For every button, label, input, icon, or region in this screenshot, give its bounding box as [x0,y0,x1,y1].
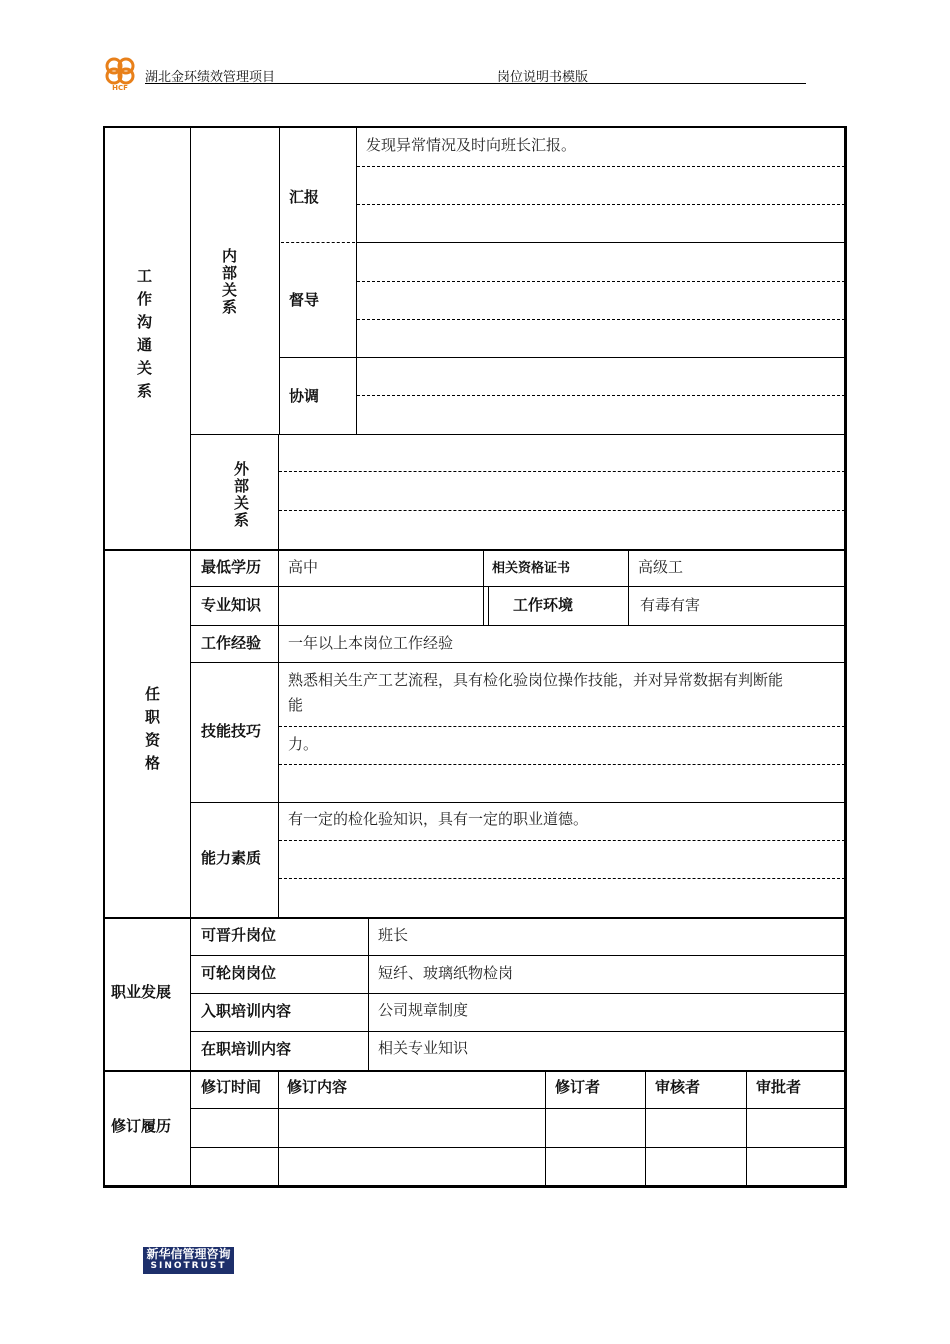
revision-col-divider [278,1070,279,1186]
promotion-label: 可晋升岗位 [201,926,277,944]
rotation-value: 短纤、玻璃纸物检岗 [378,964,514,982]
row-line [279,357,845,358]
company-logo-icon [100,55,140,91]
revision-col-divider [545,1070,546,1186]
skills-line-1-wrap: 能 [288,696,304,714]
dashed-line [279,726,845,727]
consultant-name-en: SINOTRUST [150,1261,227,1271]
dashed-line [281,242,355,243]
onboarding-value: 公司规章制度 [378,1001,469,1019]
experience-value: 一年以上本岗位工作经验 [288,634,454,652]
row-line [190,1108,845,1109]
row-line [190,955,845,956]
knowledge-label: 专业知识 [201,596,262,614]
row-line [190,1147,845,1148]
certificate-label: 相关资格证书 [492,561,571,576]
dashed-line [357,319,845,320]
dashed-line [279,764,845,765]
external-divider [278,434,279,549]
dashed-line [279,878,845,879]
revision-section-label: 修订履历 [111,1117,172,1135]
revision-col-approver: 审批者 [756,1078,802,1096]
revision-col-content: 修订内容 [287,1078,348,1096]
education-label: 最低学历 [201,558,262,576]
inservice-value: 相关专业知识 [378,1039,469,1057]
ability-label: 能力素质 [201,849,262,867]
inservice-label: 在职培训内容 [201,1040,292,1058]
rotation-label: 可轮岗岗位 [201,964,277,982]
onboarding-label: 入职培训内容 [201,1002,292,1020]
dashed-line [279,840,845,841]
section-divider [104,549,845,551]
dashed-line [357,281,845,282]
report-text: 发现异常情况及时向班长汇报。 [366,136,577,154]
experience-label: 工作经验 [201,634,262,652]
education-value: 高中 [288,558,319,576]
cell-divider [488,586,489,625]
dashed-line [279,471,845,472]
row-line [190,586,845,587]
external-relations-label: 外部关系 [232,461,250,529]
header-rule [145,83,806,84]
logo-text: HCF [112,84,128,91]
report-label: 汇报 [289,188,320,206]
revision-col-reviewer: 审核者 [655,1078,701,1096]
row-line [190,434,845,435]
environment-label: 工作环境 [513,596,574,614]
environment-value: 有毒有害 [640,596,701,614]
row-line [190,993,845,994]
ability-value: 有一定的检化验知识，具有一定的职业道德。 [288,810,589,828]
internal-divider [279,128,280,435]
qualification-section-label: 任职资格 [143,686,161,778]
dashed-line [357,395,845,396]
qualification-label-divider [278,549,279,917]
dashed-line [279,510,845,511]
revision-col-divider [746,1070,747,1186]
coordinate-label: 协调 [289,387,320,405]
dashed-line [357,204,845,205]
document-title: 岗位说明书模版 [497,70,589,85]
dashed-line [357,166,845,167]
section-divider [104,1070,845,1072]
skills-line-2: 力。 [288,735,319,753]
certificate-value: 高级工 [638,558,684,576]
company-project: 湖北金环绩效管理项目 [145,70,276,85]
row-line [190,625,845,626]
promotion-value: 班长 [378,926,409,944]
row-line [356,242,845,243]
cell-divider [628,549,629,625]
consultant-name-cn: 新华信管理咨询 [146,1247,231,1261]
revision-col-divider [645,1070,646,1186]
row-line [190,1031,845,1032]
consultant-logo [143,1247,234,1274]
cell-divider [483,549,484,625]
revision-col-reviser: 修订者 [555,1078,601,1096]
revision-col-time: 修订时间 [201,1078,262,1096]
skills-line-1: 熟悉相关生产工艺流程，具有检化验岗位操作技能，并对异常数据有判断能 [288,671,784,689]
row-line [190,662,845,663]
row-line [190,802,845,803]
career-section-label: 职业发展 [111,983,172,1001]
skills-label: 技能技巧 [201,722,262,740]
left-column-divider [190,128,191,1186]
communication-section-label: 工作沟通关系 [135,268,153,406]
internal-relations-label: 内部关系 [220,248,238,316]
section-divider [104,917,845,919]
job-description-table [103,126,847,1188]
supervise-label: 督导 [289,291,320,309]
